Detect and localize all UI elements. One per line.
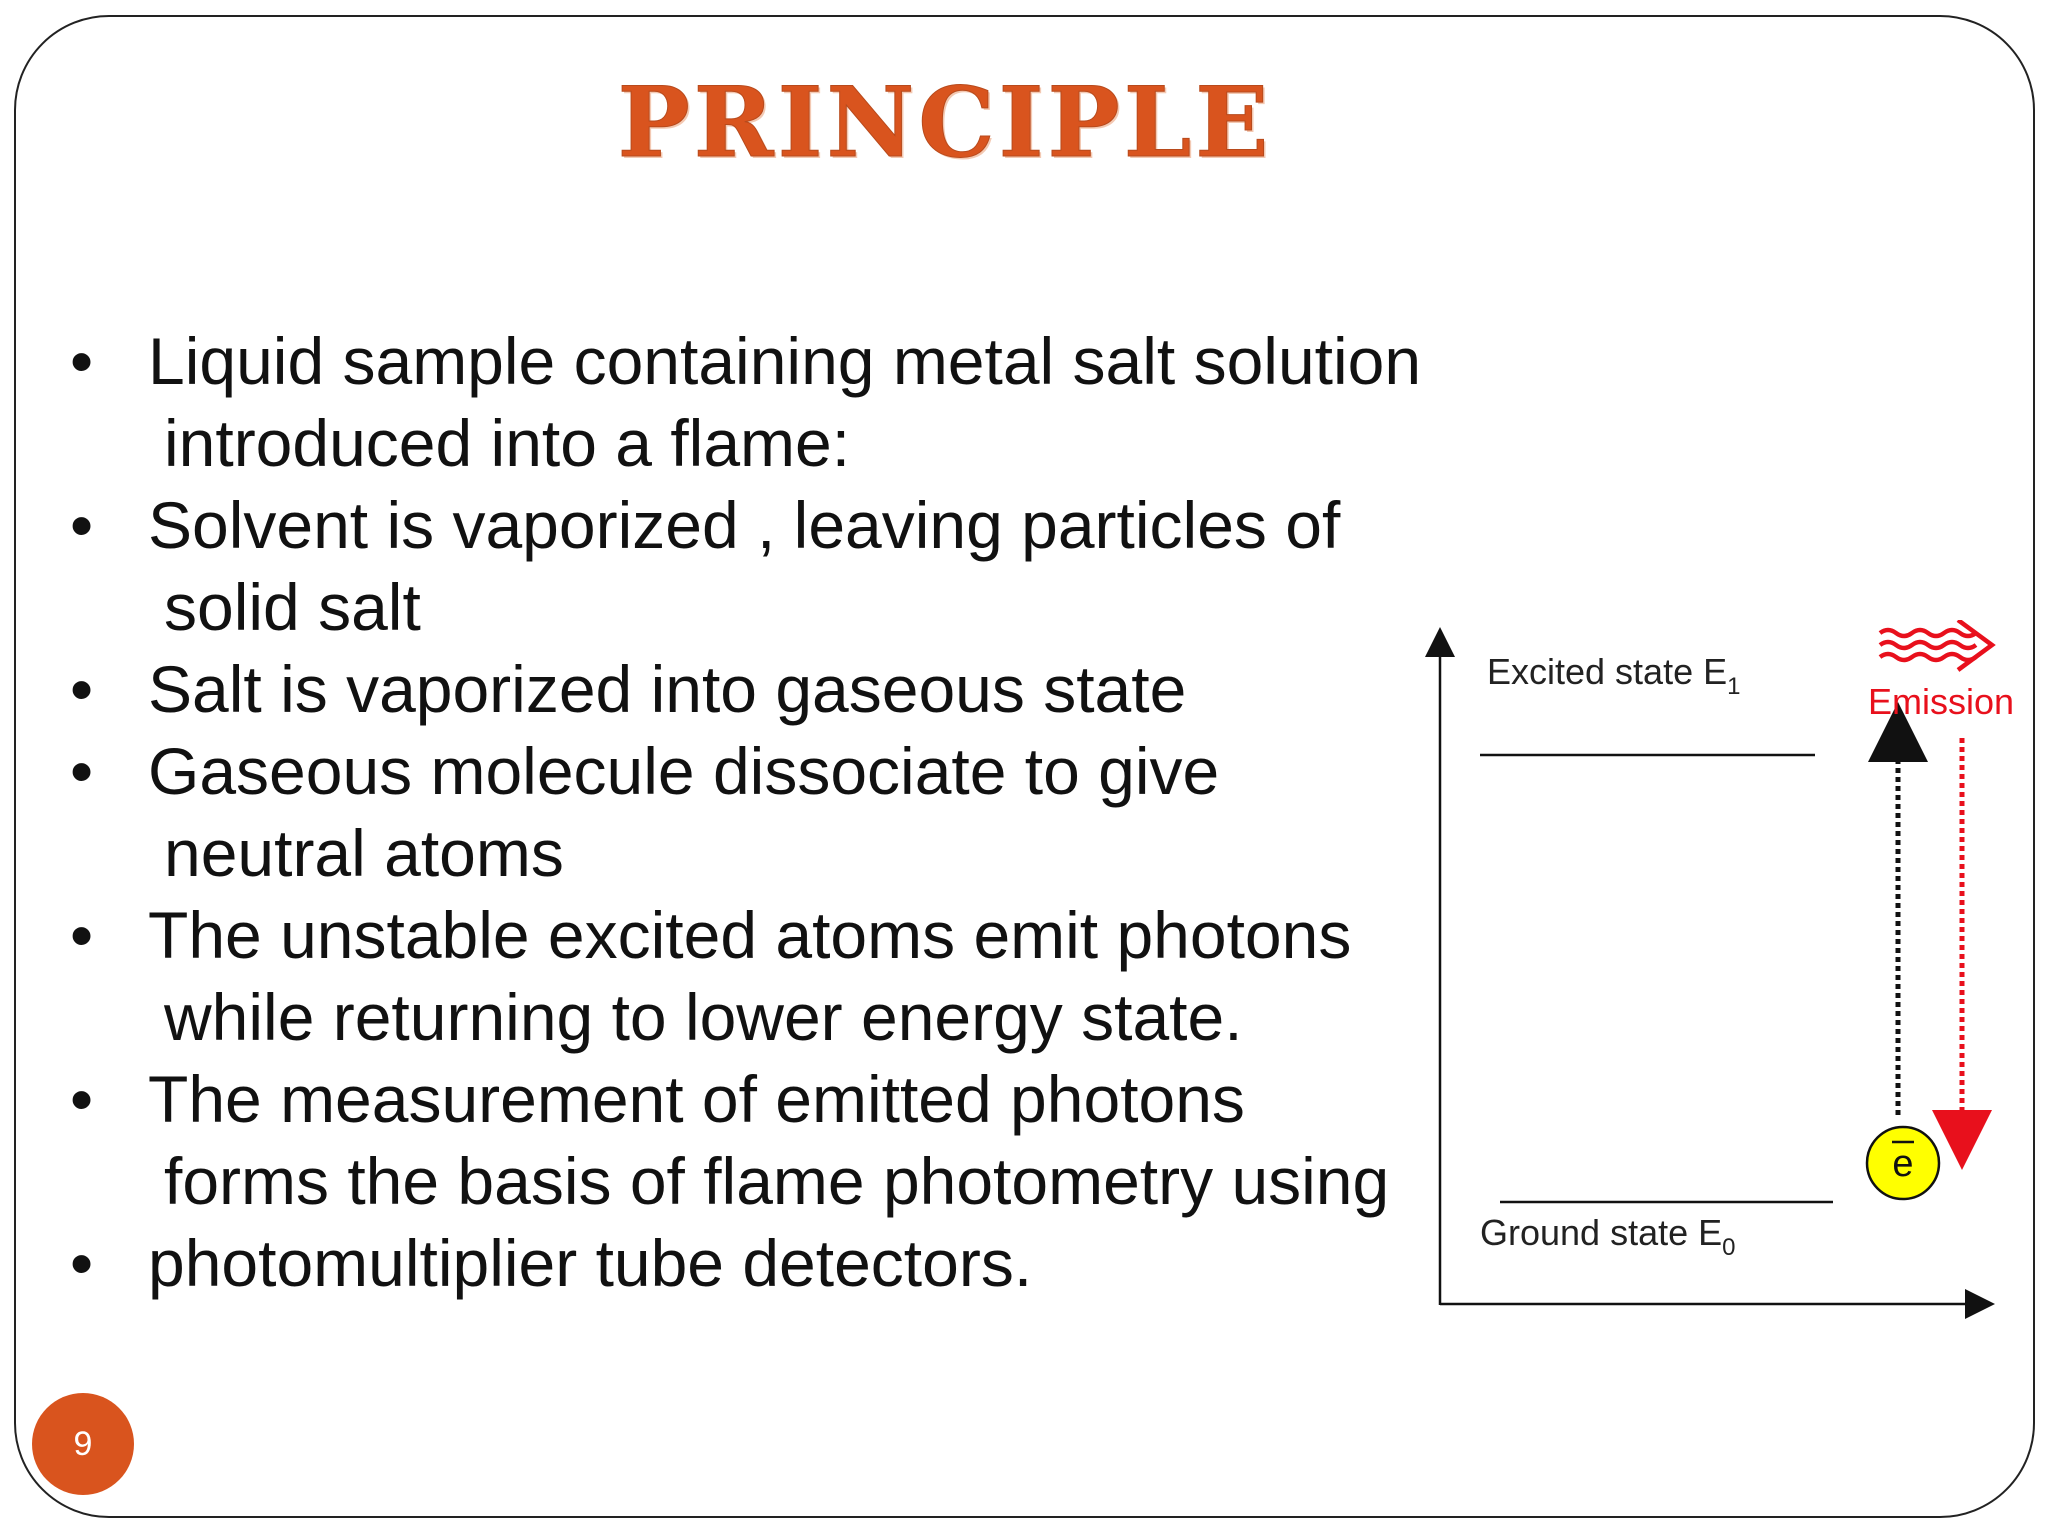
slide-title: PRINCIPLE (617, 66, 1273, 179)
bullet-item (60, 320, 1460, 484)
bullet-text-continued: while returning to lower energy state. (164, 980, 1243, 1054)
emission-label: Emission (1868, 681, 2015, 722)
bullet-text-continued: introduced into a flame: (164, 406, 851, 480)
bullet-item (60, 894, 1460, 1058)
bullet-text-continued: neutral atoms (164, 816, 564, 890)
bullet-text-continued: solid salt (164, 570, 421, 644)
bullet-item (60, 1058, 1460, 1222)
bullet-item (60, 648, 1460, 730)
electron-label: e (1892, 1143, 1914, 1185)
bullet-marker: • (70, 898, 94, 972)
bullet-text: The measurement of emitted photons (148, 1062, 1245, 1136)
bullet-marker: • (70, 488, 94, 562)
bullet-text: Liquid sample containing metal salt solution (148, 324, 1422, 398)
photon-waves-icon (1880, 620, 1992, 670)
ground-state-label: Ground state $E_0$ (1480, 1212, 1736, 1261)
bullet-text: The unstable excited atoms emit photons (148, 898, 1352, 972)
bullet-marker: • (70, 1062, 94, 1136)
bullet-text: Salt is vaporized into gaseous state (148, 652, 1187, 726)
bullet-marker: • (70, 324, 94, 398)
bullet-text-continued: forms the basis of flame photometry using (164, 1144, 1390, 1218)
bullet-text: photomultiplier tube detectors. (148, 1226, 1033, 1300)
page-number-badge: 9 (32, 1393, 134, 1495)
bullet-marker: • (70, 734, 94, 808)
bullet-text: Solvent is vaporized , leaving particles of (148, 488, 1341, 562)
bullet-item (60, 484, 1460, 648)
bullet-marker: • (70, 652, 94, 726)
bullet-list (60, 320, 1460, 1304)
energy-level-diagram (1420, 620, 2040, 1340)
excited-state-label: Excited state $E_1$ (1487, 651, 1741, 700)
bullet-text: Gaseous molecule dissociate to give (148, 734, 1220, 808)
bullet-item (60, 730, 1460, 894)
bullet-item (60, 1222, 1460, 1304)
bullet-marker: • (70, 1226, 94, 1300)
